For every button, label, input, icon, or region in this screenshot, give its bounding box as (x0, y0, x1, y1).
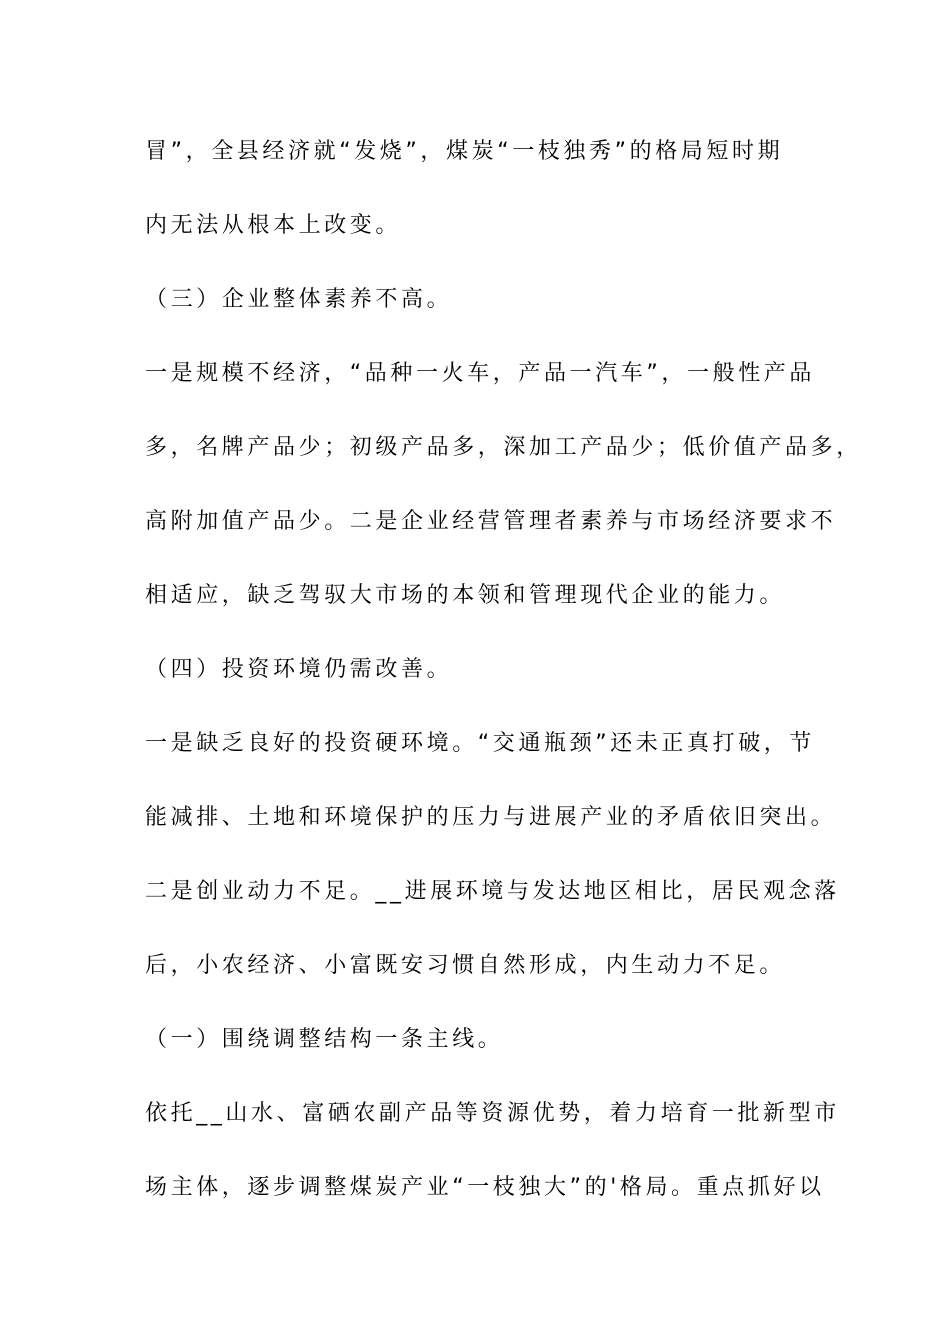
body-text-line: 内无法从根本上改变。 (145, 213, 402, 238)
body-text-line: 能减排、土地和环境保护的压力与进展产业的矛盾依旧突出。 (145, 805, 837, 830)
body-text-line: 多，名牌产品少；初级产品多，深加工产品少；低价值产品多， (145, 435, 862, 460)
body-text-line: 场主体，逐步调整煤炭产业“一枝独大”的'格局。重点抓好以 (145, 1175, 825, 1200)
body-text-line: 相适应，缺乏驾驭大市场的本领和管理现代企业的能力。 (145, 583, 786, 608)
body-text-line: 一是规模不经济，“品种一火车，产品一汽车”，一般性产品 (145, 361, 815, 386)
section-heading: （一）围绕调整结构一条主线。 (145, 1027, 504, 1052)
section-heading: （三）企业整体素养不高。 (145, 287, 453, 312)
body-text-line: 一是缺乏良好的投资硬环境。“交通瓶颈”还未正真打破，节 (145, 731, 815, 756)
section-heading: （四）投资环境仍需改善。 (145, 657, 453, 682)
body-text-line: 高附加值产品少。二是企业经营管理者素养与市场经济要求不 (145, 509, 837, 534)
body-text-line: 冒”，全县经济就“发烧”，煤炭“一枝独秀”的格局短时期 (145, 139, 784, 164)
body-text-line: 二是创业动力不足。__进展环境与发达地区相比，居民观念落 (145, 879, 840, 904)
body-text-line: 依托__山水、富硒农副产品等资源优势，着力培育一批新型市 (145, 1101, 840, 1126)
body-text-line: 后，小农经济、小富既安习惯自然形成，内生动力不足。 (145, 953, 786, 978)
